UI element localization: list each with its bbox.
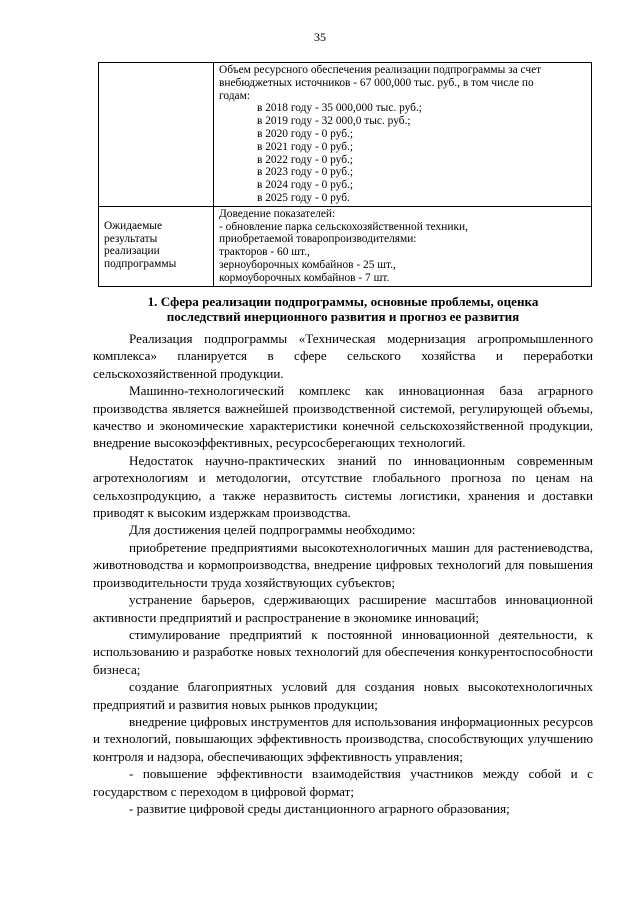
page-number: 35 — [314, 30, 326, 44]
paragraph: Реализация подпрограммы «Техническая модернизация агропромышленного комплекса» планируется в сфере сельского хозяйства и переработки сельскохозяйственной продукции. — [93, 331, 593, 381]
funding-year-line: в 2020 году - 0 руб.; — [257, 127, 354, 140]
paragraph: внедрение цифровых инструментов для использования информационных ресурсов и технологий, повышающих эффективность производства, способствующих улучшению контроля и надзора, обеспечивающих эффективность управления; — [93, 713, 593, 764]
paragraph: устранение барьеров, сдерживающих расширение масштабов инновационной активности предприятий и распространение в экономике инноваций; — [93, 592, 593, 625]
paragraph: создание благоприятных условий для создания новых высокотехнологичных предприятий и развития новых рынков продукции; — [93, 679, 593, 712]
section-content — [93, 294, 593, 817]
funding-line: Объем ресурсного обеспечения реализации подпрограммы за счет — [219, 64, 542, 76]
section-heading-line: последствий инерционного развития и прогноз ее развития — [166, 309, 520, 324]
table-row — [99, 63, 592, 207]
funding-cell — [214, 63, 592, 207]
paragraph: стимулирование предприятий к постоянной инновационной деятельности, к использованию и разработке новых технологий для обеспечения конкурентоспособности бизнеса; — [93, 626, 593, 677]
section-heading-line: 1. Сфера реализации подпрограммы, основные проблемы, оценка — [147, 294, 539, 309]
label-line: реализации — [104, 245, 160, 258]
result-line: тракторов - 60 шт., — [219, 246, 310, 259]
funding-year-line: в 2022 году - 0 руб.; — [257, 153, 354, 166]
paragraph: - развитие цифровой среды дистанционного аграрного образования; — [129, 800, 510, 816]
table-cell-empty — [99, 63, 214, 207]
result-line: Доведение показателей: — [219, 207, 336, 220]
label-line: подпрограммы — [104, 258, 177, 271]
funding-year-line: в 2019 году - 32 000,0 тыс. руб.; — [257, 115, 411, 128]
funding-line: внебюджетных источников - 67 000,000 тыс. руб., в том числе по — [219, 76, 534, 89]
label-line: результаты — [104, 232, 158, 245]
result-line: приобретаемой товаропроизводителями: — [219, 233, 417, 246]
section-heading — [93, 294, 593, 324]
funding-year-line: в 2021 году - 0 руб.; — [257, 140, 354, 153]
paragraph: Машинно-технологический комплекс как инновационная база аграрного производства является важнейшей производственной системой, регулирующей объемы, качество и экономические характеристики конечной сельскохозяйственной продукции, внедрение высокоэффективных, ресурсосберегающих технологий. — [93, 383, 593, 451]
label-line: Ожидаемые — [104, 219, 163, 232]
result-line: зерноуборочных комбайнов - 25 шт., — [219, 258, 396, 271]
funding-year-line: в 2024 году - 0 руб.; — [257, 179, 354, 192]
funding-year-line: в 2018 году - 35 000,000 тыс. руб.; — [257, 102, 422, 115]
paragraph: Недостаток научно-практических знаний по инновационным современным агротехнологиям и методологии, отсутствие глобального прогноза по ценам на сельхозпродукцию, а также неразвитость системы логистики, хранения и доставки приводят к высоким издержкам производства. — [93, 452, 593, 521]
funding-year-line: в 2023 году - 0 руб.; — [257, 166, 354, 179]
funding-year-line: в 2025 году - 0 руб. — [257, 191, 350, 204]
expected-results-cell — [214, 206, 592, 286]
funding-line: годам: — [219, 89, 250, 102]
table-row — [99, 206, 592, 286]
paragraph: приобретение предприятиями высокотехнологичных машин для растениеводства, животноводства и кормопроизводства, внедрение цифровых технологий для повышения производительности труда хозяйствующих субъектов; — [93, 539, 593, 590]
subprogram-passport-table — [98, 62, 592, 287]
expected-results-label-cell — [99, 206, 214, 286]
result-line: - обновление парка сельскохозяйственной техники, — [219, 220, 468, 233]
paragraph: - повышение эффективности взаимодействия участников между собой и с государством с переходом в цифровой формат; — [93, 766, 593, 799]
result-line: кормоуборочных комбайнов - 7 шт. — [219, 271, 390, 284]
paragraph: Для достижения целей подпрограммы необходимо: — [129, 522, 416, 538]
